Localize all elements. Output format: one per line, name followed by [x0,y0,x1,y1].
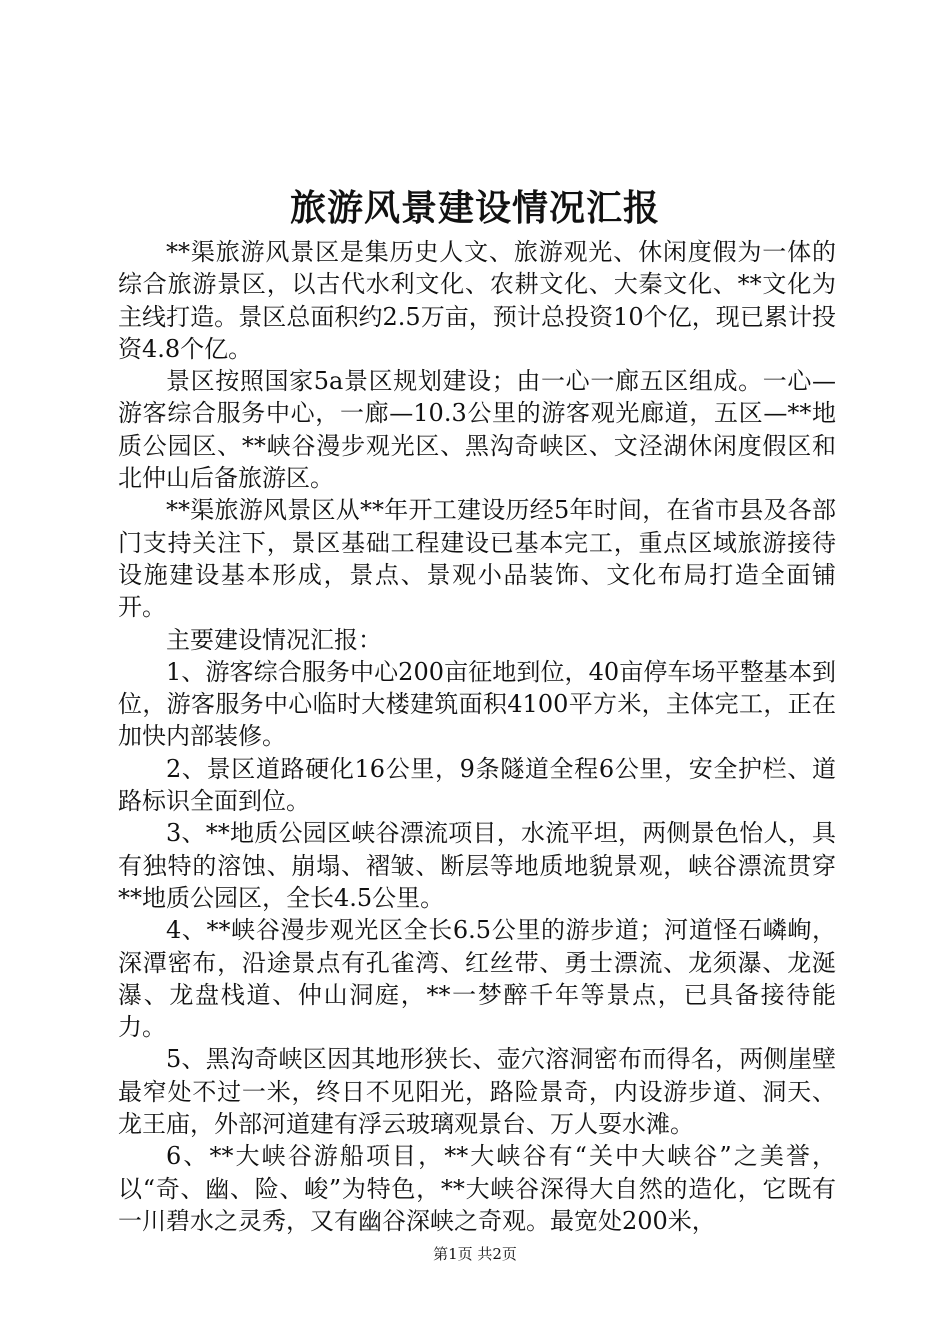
paragraph-item-3: 3、**地质公园区峡谷漂流项目，水流平坦，两侧景色怡人，具有独特的溶蚀、崩塌、褶皱、断层等地质地貌景观，峡谷漂流贯穿**地质公园区，全长4.5公里。 [118,819,836,912]
paragraph-item-1: 1、游客综合服务中心200亩征地到位，40亩停车场平整基本到位，游客服务中心临时大楼建筑面积4100平方米，主体完工，正在加快内部装修。 [118,657,836,751]
paragraph-progress: **渠旅游风景区从**年开工建设历经5年时间，在省市县及各部门支持关注下，景区基础工程建设已基本完工，重点区域旅游接待设施建设基本形成，景点、景观小品装饰、文化布局打造全面铺开。 [118,496,836,622]
document-body [118,236,836,1237]
paragraph-intro: **渠旅游风景区是集历史人文、旅游观光、休闲度假为一体的综合旅游景区，以古代水利文化、农耕文化、大秦文化、**文化为主线打造。景区总面积约2.5万亩，预计总投资10个亿，现已累计投资4.8个亿。 [118,238,836,363]
paragraph-heading: 主要建设情况汇报： [166,625,382,654]
paragraph-planning: 景区按照国家5a景区规划建设；由一心一廊五区组成。一心—游客综合服务中心，一廊—10.3公里的游客观光廊道，五区—**地质公园区、**峡谷漫步观光区、黑沟奇峡区、文泾湖休闲度假区和北仲山后备旅游区。 [118,367,836,493]
paragraph-item-6: 6、**大峡谷游船项目，**大峡谷有“关中大峡谷”之美誉，以“奇、幽、险、峻”为特色，**大峡谷深得大自然的造化，它既有一川碧水之灵秀，又有幽谷深峡之奇观。最宽处200米， [118,1142,836,1235]
document-title: 旅游风景建设情况汇报 [289,187,660,229]
page-footer: 第1页 共2页 [433,1245,517,1263]
paragraph-item-4: 4、**峡谷漫步观光区全长6.5公里的游步道；河道怪石嶙峋，深潭密布，沿途景点有孔雀湾、红丝带、勇士漂流、龙须瀑、龙涎瀑、龙盘栈道、仲山洞庭，**一梦醉千年等景点，已具备接待能力。 [118,916,836,1042]
paragraph-item-2: 2、景区道路硬化16公里，9条隧道全程6公里，安全护栏、道路标识全面到位。 [118,754,836,816]
paragraph-item-5: 5、黑沟奇峡区因其地形狭长、壶穴溶洞密布而得名，两侧崖壁最窄处不过一米，终日不见阳光，路险景奇，内设游步道、洞天、龙王庙，外部河道建有浮云玻璃观景台、万人耍水滩。 [118,1045,836,1139]
